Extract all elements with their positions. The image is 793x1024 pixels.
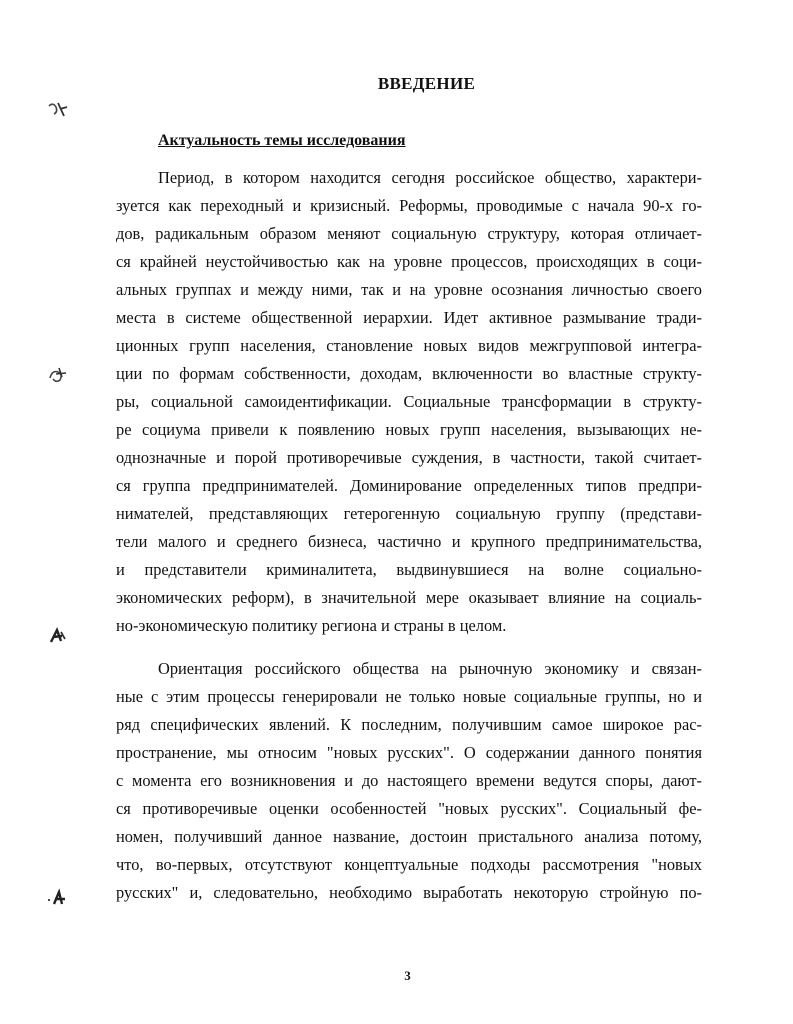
margin-scan-mark — [46, 364, 70, 386]
margin-scan-mark — [46, 626, 70, 648]
paragraph-2-line: Ориентация российского общества на рыночную экономику и связан- — [158, 659, 702, 678]
margin-scan-mark — [46, 888, 70, 910]
section-heading: Актуальность темы исследования — [158, 132, 406, 149]
paragraph-1-line: ции по формам собственности, доходам, включенности во властные структу- — [116, 364, 702, 383]
paragraph-2-line: номен, получивший данное название, достоин пристального анализа потому, — [116, 827, 702, 846]
paragraph-1-line: и представители криминалитета, выдвинувшиеся на волне социально- — [116, 560, 702, 579]
paragraph-1-line: но-экономическую политику региона и страны в целом. — [116, 616, 507, 635]
paragraph-2-line: что, во-первых, отсутствуют концептуальные подходы рассмотрения "новых — [116, 855, 702, 874]
paragraph-1-line: зуется как переходный и кризисный. Реформы, проводимые с начала 90-х го- — [116, 196, 702, 215]
paragraph-1-line: однозначные и порой противоречивые суждения, в частности, такой считает- — [116, 448, 702, 467]
paragraph-2-line: русских" и, следовательно, необходимо выработать некоторую стройную по- — [116, 883, 702, 902]
paragraph-1-line: ционных групп населения, становление новых видов межгрупповой интегра- — [116, 336, 702, 355]
paragraph-1-line: Период, в котором находится сегодня российское общество, характери- — [158, 168, 702, 187]
paragraph-1-line: тели малого и среднего бизнеса, частично и крупного предпринимательства, — [116, 532, 702, 551]
paragraph-1-line: ся группа предпринимателей. Доминирование определенных типов предпри- — [116, 476, 702, 495]
paragraph-1-line: ры, социальной самоидентификации. Социальные трансформации в структу- — [116, 392, 702, 411]
paragraph-2-line: ные с этим процессы генерировали не только новые социальные группы, но и — [116, 687, 702, 706]
page-number: 3 — [404, 968, 411, 983]
paragraph-1-line: альных группах и между ними, так и на уровне осознания личностью своего — [116, 280, 702, 299]
page-title: ВВЕДЕНИЕ — [377, 74, 476, 93]
paragraph-1-line: экономических реформ), в значительной мере оказывает влияние на социаль- — [116, 588, 702, 607]
margin-scan-mark — [46, 98, 70, 120]
paragraph-2-line: ряд специфических явлений. К последним, получившим самое широкое рас- — [116, 715, 702, 734]
paragraph-1-line: дов, радикальным образом меняют социальную структуру, которая отличает- — [116, 224, 702, 243]
paragraph-1-line: нимателей, представляющих гетерогенную социальную группу (представи- — [116, 504, 702, 523]
paragraph-1-line: ся крайней неустойчивостью как на уровне процессов, происходящих в соци- — [116, 252, 702, 271]
paragraph-2-line: с момента его возникновения и до настоящего времени ведутся споры, дают- — [116, 771, 702, 790]
paragraph-2-line: пространение, мы относим "новых русских". О содержании данного понятия — [116, 743, 702, 762]
paragraph-1-line: места в системе общественной иерархии. Идет активное размывание тради- — [116, 308, 702, 327]
paragraph-1-line: ре социума привели к появлению новых групп населения, вызывающих не- — [116, 420, 702, 439]
paragraph-2-line: ся противоречивые оценки особенностей "новых русских". Социальный фе- — [116, 799, 702, 818]
